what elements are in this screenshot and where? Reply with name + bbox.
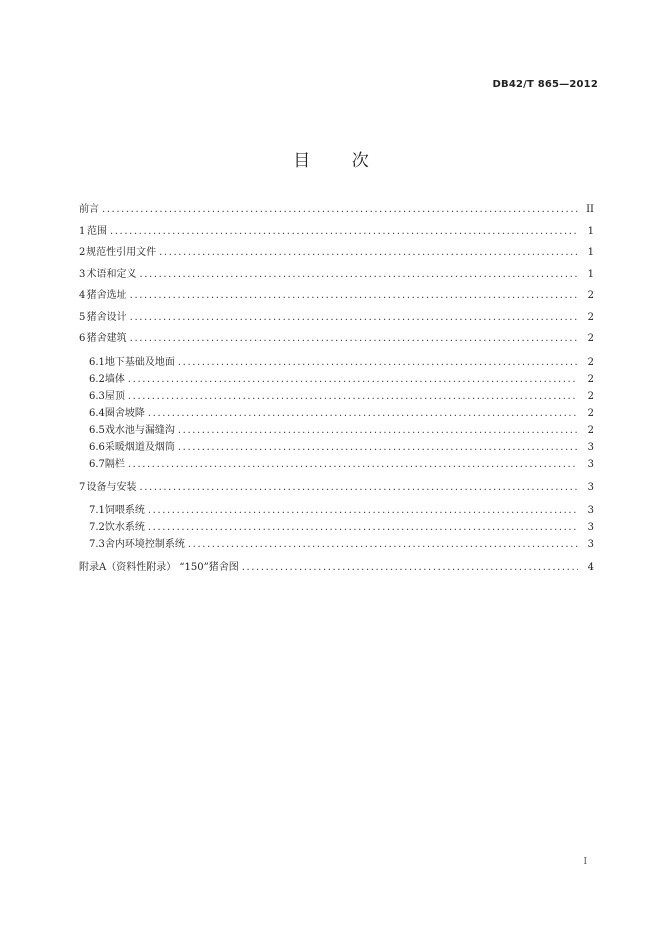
toc-entry[interactable] (79, 285, 594, 307)
toc-entry-label: 设备与安装 (86, 481, 137, 493)
toc-entry-page: 2 (587, 356, 594, 368)
toc-entry[interactable] (79, 557, 594, 579)
toc-entry-page: 2 (587, 333, 594, 344)
toc-entry-label: 饮水系统 (104, 522, 145, 533)
toc-entry-page: 2 (587, 373, 594, 385)
toc-entry-page: II (586, 204, 594, 215)
toc-entry-number: 7.1 (89, 505, 105, 516)
toc-entry-page: 2 (587, 390, 594, 402)
toc-entry-page: 3 (587, 522, 594, 533)
toc-entry[interactable] (79, 371, 594, 388)
toc-entry-label: 饲喂系统 (104, 505, 145, 516)
toc-entry[interactable] (79, 422, 594, 439)
toc-dot-leader (159, 242, 578, 264)
toc-entry[interactable] (79, 307, 594, 329)
toc-entry[interactable] (79, 456, 594, 473)
toc-entry-number: 6.4 (89, 407, 105, 419)
toc-entry-page: 2 (587, 407, 594, 419)
toc-entry[interactable] (79, 519, 594, 536)
toc-entry-label: 猪舍建筑 (86, 333, 127, 344)
toc-entry-label: 地下基础及地面 (104, 356, 175, 368)
toc-entry-number: 3 (79, 268, 86, 280)
page-number: I (583, 857, 587, 867)
toc-entry-label: 墙体 (104, 373, 125, 385)
toc-dot-leader (128, 371, 578, 388)
toc-entry-page: 1 (587, 225, 594, 237)
toc-entry-label: 规范性引用文件 (86, 247, 157, 258)
toc-entry-number: 6.7 (89, 458, 105, 470)
toc-entry-number: 1 (79, 225, 86, 237)
toc-dot-leader (130, 328, 578, 350)
toc-entry-number: 6.5 (89, 424, 105, 436)
toc-entry-page: 2 (587, 424, 594, 436)
toc-dot-leader (130, 307, 578, 329)
toc-entry-page: 3 (587, 481, 594, 493)
toc-entry-number: 5 (79, 311, 86, 323)
toc-entry-page: 3 (587, 505, 594, 516)
toc-entry-page: 2 (587, 311, 594, 323)
toc-entry-number: 6 (79, 333, 86, 344)
toc-entry-number: 2 (79, 247, 86, 258)
toc-entry[interactable] (79, 502, 594, 519)
toc-entry-label: 附录A（资料性附录） “150”猪舍图 (79, 562, 239, 573)
toc-entry[interactable] (79, 477, 594, 499)
toc-entry-number: 6.2 (89, 373, 105, 385)
toc-entry[interactable] (79, 264, 594, 286)
toc-dot-leader (102, 199, 578, 221)
toc-entry-label: 猪舍设计 (86, 311, 127, 323)
toc-entry[interactable] (79, 221, 594, 243)
toc-entry-number: 6.1 (89, 356, 105, 368)
toc-dot-leader (130, 285, 578, 307)
document-code: DB42/T 865—2012 (492, 79, 598, 90)
toc-entry-page: 3 (587, 458, 594, 470)
toc-entry-label: 范围 (87, 225, 107, 237)
toc-dot-leader (242, 557, 578, 579)
toc-entry-number: 6.6 (89, 441, 105, 453)
toc-entry-page: 1 (587, 247, 594, 258)
toc-entry-label: 戏水池与漏缝沟 (104, 424, 175, 436)
toc-dot-leader (140, 264, 579, 286)
toc-entry-label: 隔栏 (104, 458, 125, 470)
toc-entry[interactable] (79, 354, 594, 371)
toc-entry-number: 7 (79, 481, 86, 493)
toc-entry-label: 舍内环境控制系统 (104, 539, 185, 550)
toc-entry[interactable] (79, 439, 594, 456)
toc-dot-leader (148, 502, 578, 519)
toc-entry-label: 采暖烟道及烟筒 (104, 441, 175, 453)
page-title: 目 次 (293, 151, 387, 171)
toc-entry-number: 6.3 (89, 390, 105, 402)
toc-dot-leader (128, 388, 578, 405)
toc-entry-page: 3 (587, 441, 594, 453)
toc-entry-page: 3 (587, 539, 594, 550)
toc-entry-page: 4 (587, 562, 594, 573)
table-of-contents (79, 199, 594, 579)
toc-entry-number: 7.3 (89, 539, 105, 550)
toc-dot-leader (148, 519, 578, 536)
toc-entry[interactable] (79, 242, 594, 264)
toc-entry-label: 猪舍选址 (86, 290, 127, 301)
toc-entry-number: 4 (79, 290, 86, 301)
toc-dot-leader (178, 422, 578, 439)
toc-dot-leader (178, 439, 578, 456)
toc-dot-leader (140, 477, 579, 499)
toc-entry[interactable] (79, 328, 594, 350)
toc-entry-page: 1 (587, 268, 594, 280)
toc-dot-leader (110, 221, 578, 243)
toc-entry-label: 圈舍坡降 (104, 407, 145, 419)
toc-entry-number: 7.2 (89, 522, 105, 533)
toc-entry-label: 术语和定义 (86, 268, 137, 280)
toc-entry-page: 2 (587, 290, 594, 301)
toc-entry[interactable] (79, 388, 594, 405)
toc-dot-leader (148, 405, 578, 422)
toc-entry[interactable] (79, 536, 594, 553)
toc-dot-leader (178, 354, 578, 371)
toc-entry[interactable] (79, 405, 594, 422)
toc-entry-label: 屋顶 (104, 390, 125, 402)
toc-dot-leader (188, 536, 578, 553)
toc-dot-leader (128, 456, 578, 473)
toc-entry[interactable] (79, 199, 594, 221)
toc-entry-label: 前言 (79, 204, 99, 215)
